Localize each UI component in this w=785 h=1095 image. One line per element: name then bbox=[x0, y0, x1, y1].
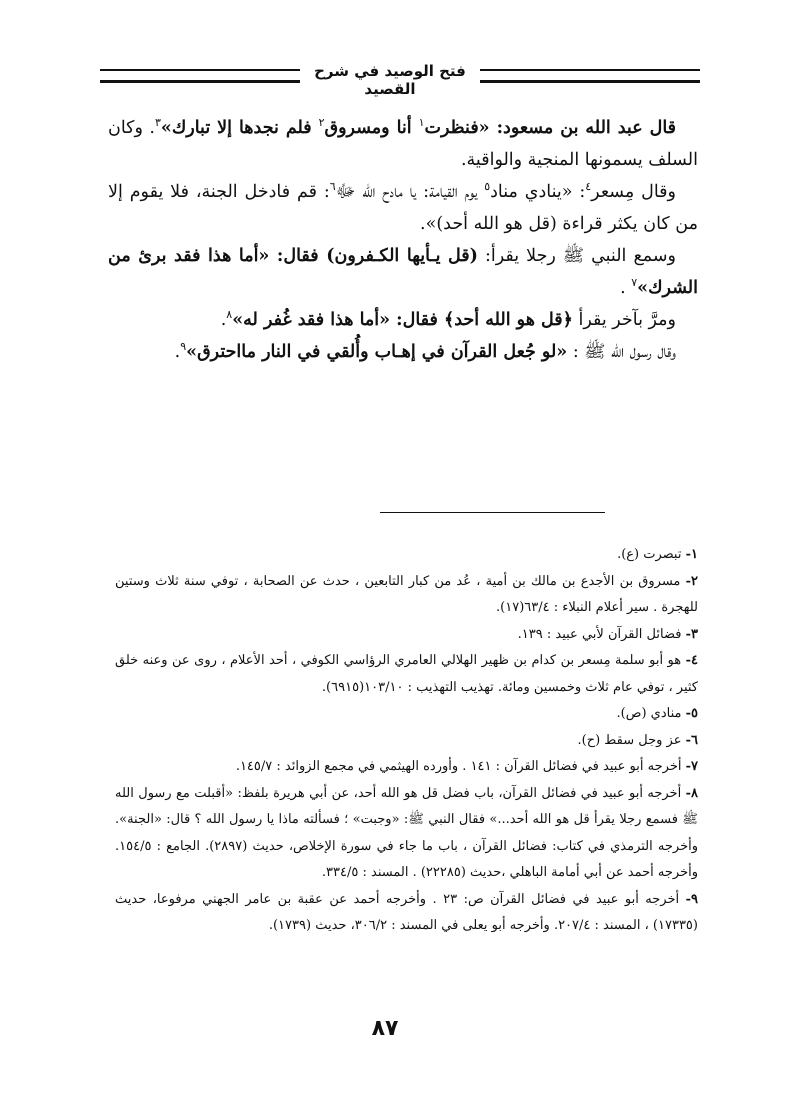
footnote-ref-9: ٩ bbox=[180, 340, 187, 354]
footnote-text: منادي (ص). bbox=[616, 706, 682, 721]
footnote-number: ٣- bbox=[685, 626, 698, 642]
footnote-ref-4: ٤ bbox=[585, 180, 592, 194]
footnote-number: ٧- bbox=[685, 759, 698, 774]
footnote-text: تبصرت (ع). bbox=[617, 547, 682, 562]
p5-lead: وقال رسول الله ﷺ : bbox=[567, 342, 676, 362]
p1-mid: أنا ومسروق bbox=[324, 118, 419, 138]
page-number: ٨٧ bbox=[371, 1016, 399, 1041]
p1-lead: قال عبد الله بن مسعود: «فنظرت bbox=[424, 118, 677, 138]
footnote-5 bbox=[115, 701, 698, 728]
footnote-text: أخرجه أبو عبيد في فضائل القرآن، باب فضل قل هو الله أحد، عن أبي هريرة بلفظ: «أقبلت مع رسول الله ﷺ فسمع رجلا يقرأ قل هو الله أحد...» فقال النبي ﷺ: «وجبت» ؛ فسألته ماذا يا رسول الله ؟ قال: «الجنة». وأخرجه الترمذي في كتاب: فضائل القرآن ، باب ما جاء في سورة الإخلاص، حديث (٢٨٩٧). الجامع : ١٥٤/٥. وأخرجه أحمد عن أبي أمامة الباهلي ،حديث (٢٢٢٨٥) . المسند : ٣٣٤/٥. bbox=[115, 785, 699, 880]
p1-tail: فلم نجدها إلا تبارك» bbox=[160, 118, 319, 138]
p3-bold: (قل يـأيها الكـفرون) فقال: «أما هذا فقد برئ من الشرك» bbox=[108, 246, 698, 298]
footnote-separator bbox=[380, 512, 605, 513]
footnote-ref-2: ٢ bbox=[318, 116, 325, 130]
footnotes bbox=[115, 542, 698, 940]
p5-bold: «لو جُعل القرآن في إهـاب وأُلقي في النار مااحترق» bbox=[186, 342, 568, 362]
paragraph-3 bbox=[108, 240, 698, 304]
footnote-number: ٥- bbox=[685, 706, 698, 721]
footnote-text: مسروق بن الأجدع بن مالك بن أمية ، عُد من كبار التابعين ، حدث عن الصحابة ، توفي سنة ثلاث وستين للهجرة . سير أعلام النبلاء : ٦٣/٤(١٧). bbox=[115, 573, 698, 615]
footnote-ref-3: ٣ bbox=[154, 116, 161, 130]
paragraph-5 bbox=[108, 336, 698, 368]
p4-tail: . bbox=[220, 310, 227, 330]
footnote-text: عز وجل سقط (ح). bbox=[577, 732, 682, 748]
footnote-number: ٤- bbox=[685, 653, 698, 668]
p2-mid: : «ينادي مناد bbox=[490, 182, 586, 202]
p4-bold: ﴿قل هو الله أحد﴾ فقال: «أما هذا فقد غُفر له» bbox=[232, 310, 573, 330]
main-text bbox=[108, 112, 698, 368]
footnote-text: هو أبو سلمة مِسعر بن كدام بن ظهير الهلالي العامري الرؤاسي الكوفي ، أحد الأعلام ، روى عن وعنه خلق كثير ، توفي عام ثلاث وخمسين ومائة. تهذيب التهذيب : ١٠٣/١٠(٦٩١٥). bbox=[115, 653, 698, 695]
footnote-ref-6: ٦ bbox=[329, 180, 336, 194]
paragraph-1 bbox=[108, 112, 698, 176]
header-rule-right bbox=[480, 69, 700, 83]
p2-mid2: يوم القيامة: يا مادح الله ﷻ bbox=[335, 182, 485, 202]
footnote-4 bbox=[115, 648, 698, 701]
footnote-text: أخرجه أبو عبيد في فضائل القرآن : ١٤١ . وأورده الهيثمي في مجمع الزوائد : ١٤٥/٧. bbox=[235, 759, 682, 774]
footnote-text: فضائل القرآن لأبي عبيد : ١٣٩. bbox=[517, 626, 682, 642]
footnote-3 bbox=[115, 622, 698, 649]
footnote-number: ٨- bbox=[685, 785, 698, 801]
p3-tail: . bbox=[620, 278, 632, 298]
header-rule-left bbox=[100, 69, 300, 83]
p5-tail: . bbox=[174, 342, 181, 362]
p4-lead: ومرَّ بآخر يقرأ bbox=[572, 310, 676, 330]
footnote-8 bbox=[115, 781, 698, 887]
footnote-number: ٦- bbox=[685, 732, 698, 748]
footnote-number: ٩- bbox=[685, 891, 699, 907]
footnote-text: أخرجه أبو عبيد في فضائل القرآن ص: ٢٣ . وأخرجه أحمد عن عقبة بن عامر الجهني مرفوعا، حديث (١٧٣٣٥) ، المسند : ٢٠٧/٤. وأخرجه أبو يعلى في المسند : ٣٠٦/٢، حديث (١٧٣٩). bbox=[115, 891, 698, 933]
footnote-ref-7: ٧ bbox=[631, 276, 638, 290]
footnote-number: ١- bbox=[685, 547, 698, 562]
p2-tail: : قم فادخل الجنة، فلا يقوم إلا من كان يكثر قراءة (قل هو الله أحد)». bbox=[108, 182, 698, 234]
footnote-ref-5: ٥ bbox=[484, 180, 491, 194]
p3-lead: وسمع النبي ﷺ رجلا يقرأ: bbox=[477, 246, 676, 266]
footnote-1 bbox=[115, 542, 698, 569]
footnote-number: ٢- bbox=[685, 573, 698, 589]
footnote-ref-8: ٨ bbox=[226, 308, 233, 322]
footnote-2 bbox=[115, 569, 698, 622]
header-title: فتح الوصيد في شرح القصيد bbox=[314, 62, 466, 98]
footnote-7 bbox=[115, 754, 698, 781]
footnote-ref-1: ١ bbox=[418, 116, 425, 130]
running-header bbox=[100, 56, 700, 96]
paragraph-4 bbox=[108, 304, 698, 336]
footnote-9 bbox=[115, 887, 698, 940]
paragraph-2 bbox=[108, 176, 698, 240]
footnote-6 bbox=[115, 728, 698, 755]
p2-lead: وقال مِسعر bbox=[591, 182, 676, 202]
p1-rest: . وكان السلف يسمونها المنجية والواقية. bbox=[108, 118, 698, 170]
